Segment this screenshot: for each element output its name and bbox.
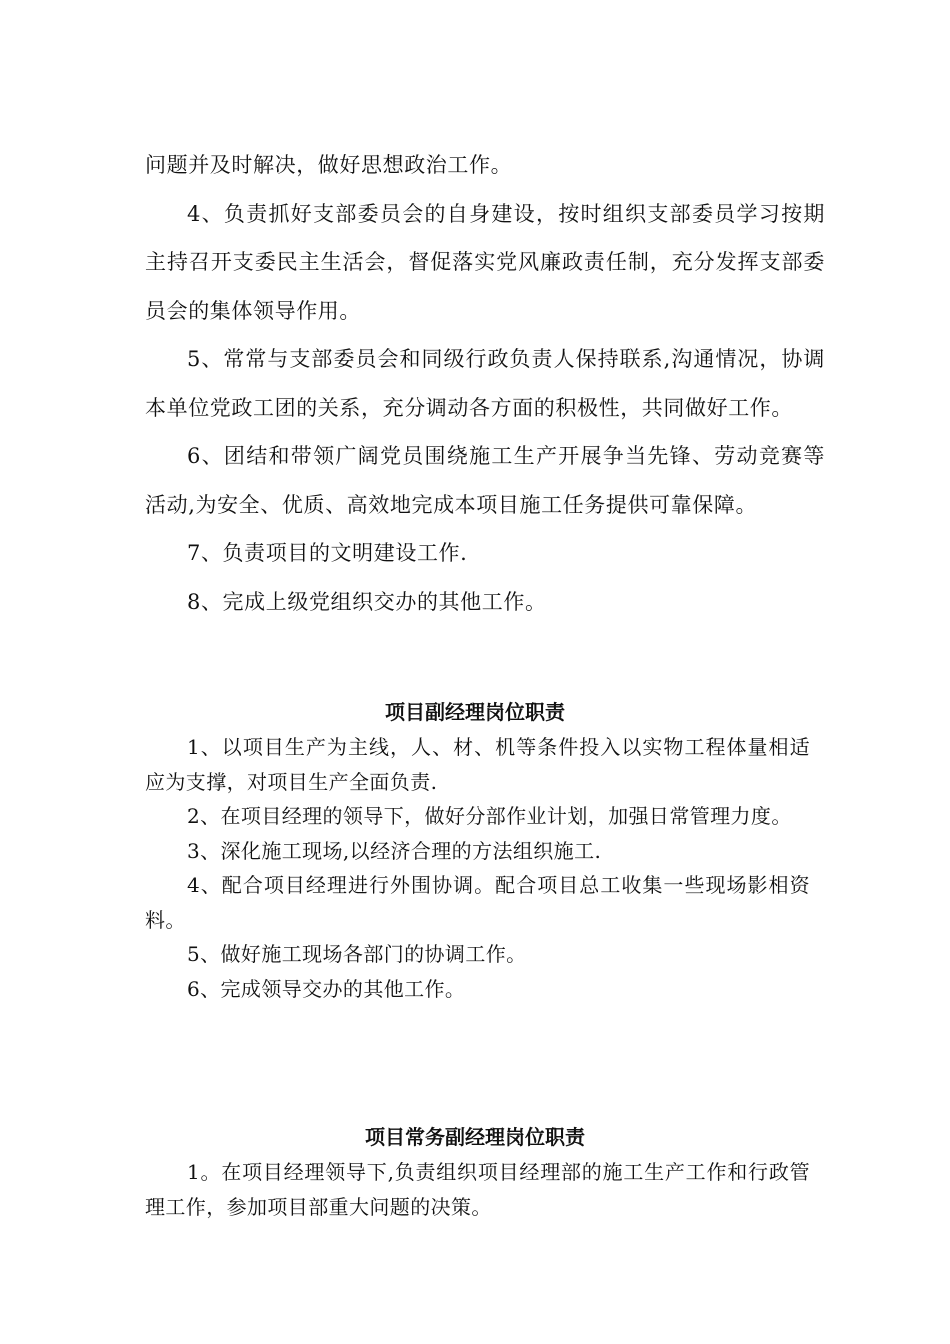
- duty-item-7: 7、负责项目的文明建设工作.: [187, 541, 468, 565]
- deputy-duty-item-5: 5、做好施工现场各部门的协调工作。: [187, 942, 527, 966]
- duty-item-4: 4、负责抓好支部委员会的自身建设，按时组织支部委员学习按期主持召开支委民主生活会，督促落实党风廉政责任制，充分发挥支部委员会的集体领导作用。: [145, 201, 825, 323]
- deputy-duty-item-4: 4、配合项目经理进行外围协调。配合项目总工收集一些现场影相资料。: [145, 873, 810, 932]
- duty-item-8: 8、完成上级党组织交办的其他工作。: [187, 589, 547, 614]
- deputy-manager-duties: [145, 730, 810, 1006]
- executive-deputy-manager-duties: [145, 1155, 810, 1224]
- duty-item-5: 5、常常与支部委员会和同级行政负责人保持联系,沟通情况，协调本单位党政工团的关系，充分调动各方面的积极性，共同做好工作。: [145, 347, 825, 420]
- section-heading-deputy-manager: 项目副经理岗位职责: [385, 700, 565, 724]
- deputy-duty-item-6: 6、完成领导交办的其他工作。: [187, 976, 466, 1001]
- section-heading-executive-deputy-manager: 项目常务副经理岗位职责: [365, 1125, 585, 1149]
- duty-item-6: 6、团结和带领广阔党员围绕施工生产开展争当先锋、劳动竞赛等活动,为安全、优质、高效地完成本项目施工任务提供可靠保障。: [145, 444, 825, 517]
- deputy-duty-item-3: 3、深化施工现场,以经济合理的方法组织施工.: [187, 838, 602, 863]
- executive-duty-item-1: 1。在项目经理领导下,负责组织项目经理部的施工生产工作和行政管理工作，参加项目部重大问题的决策。: [145, 1160, 810, 1219]
- deputy-duty-item-1: 1、以项目生产为主线，人、材、机等条件投入以实物工程体量相适应为支撑，对项目生产全面负责.: [145, 735, 810, 794]
- paragraph-continuation: 问题并及时解决，做好思想政治工作。: [145, 153, 513, 177]
- deputy-duty-item-2: 2、在项目经理的领导下，做好分部作业计划，加强日常管理力度。: [187, 804, 792, 828]
- party-secretary-duties-continued: [145, 141, 825, 626]
